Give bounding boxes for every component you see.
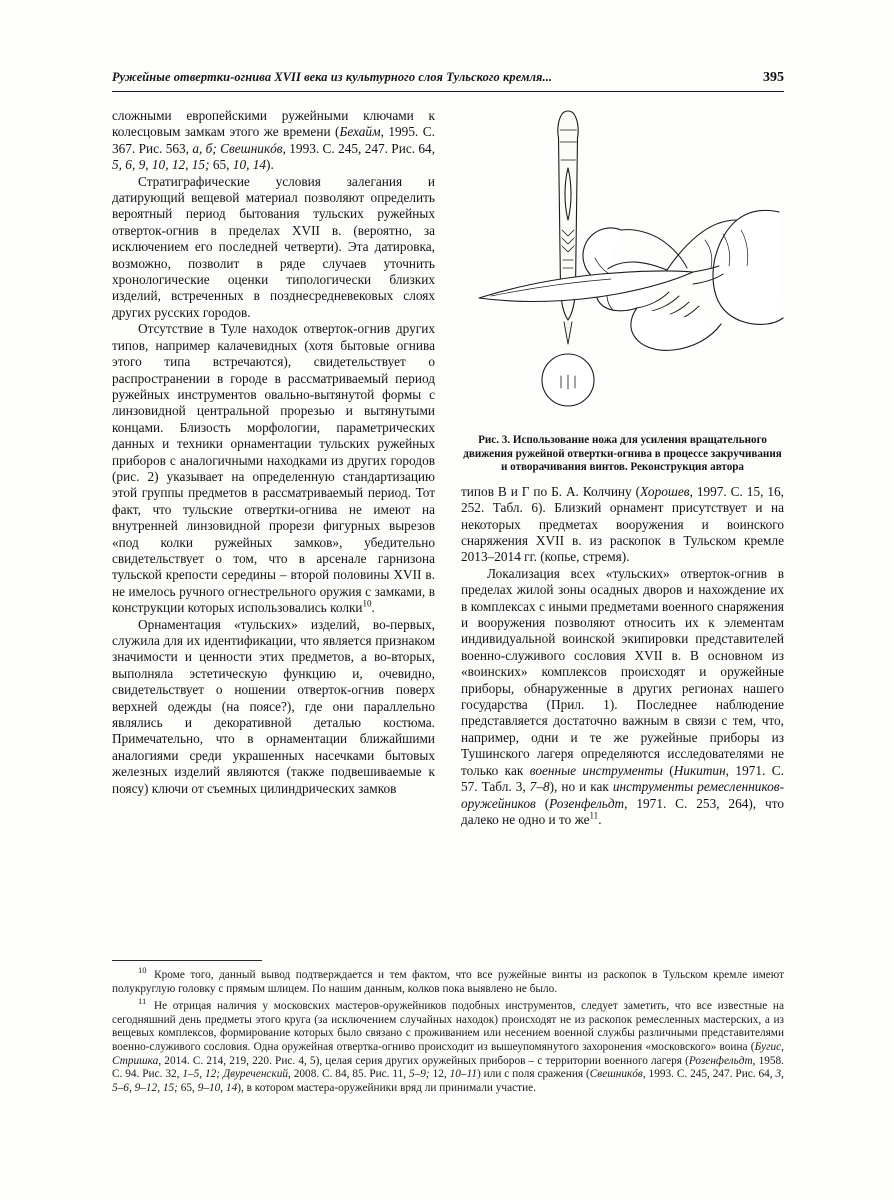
right-column-paragraphs xyxy=(461,484,784,829)
running-head xyxy=(112,70,784,92)
paragraph: Локализация всех «тульских» отверток-огнив в пределах жилой зоны осадных дворов и нахождение их в комплексах с иными предметами военного снаряжения и вооружения позволяют относить их к элементам индивидуальной воинской экипировки представителей военно-служивого сословия XVII в. В основном из «воинских» комплексов происходят и оружейные приборы, обнаруженные в других регионах нашего государства (Прил. 1). Последнее наблюдение представляется достаточно важным в связи с тем, что, например, одни и те же ружейные приборы из Тушинского лагеря определяются исследователями не только как военные инструменты (Никитин, 1971. С. 57. Табл. 3, 7–8), но и как инструменты ремесленников-оружейников (Розенфельдт, 1971. С. 253, 264), что далеко не одно и то $же^{11}$. xyxy=(461,565,785,827)
footnote-number: 10 xyxy=(138,965,147,976)
figure-3-illustration xyxy=(461,108,784,428)
footnote: $^{10}$ Кроме того, данный вывод подтверждается и тем фактом, что все ружейные винты из раскопок в Тульском кремле имеют полукруглую головку с прямым шлицем. По нашим данным, колков пока выявлено не было. xyxy=(112,965,785,995)
footnotes xyxy=(112,960,784,1099)
page-number: 395 xyxy=(763,70,784,85)
paragraph: Стратиграфические условия залегания и датирующий вещевой материал позволяют определить вероятный период бытования тульских ружейных отверток-огнив в пределах XVII в. (вероятно, за исключением его последней четверти). Эта датировка, возможно, позволит в ряде случаев уточнить хронологические оценки типологически близких изделий, встреченных в позднесредневековых слоях других русских городов. xyxy=(112,173,435,320)
footnote-separator xyxy=(112,960,262,961)
right-column xyxy=(461,108,784,828)
two-column-body xyxy=(112,108,784,828)
footnote-list xyxy=(112,965,785,1095)
left-column-paragraphs xyxy=(112,108,435,797)
figure-3-caption: Рис. 3. Использование ножа для усиления вращательного движения ружейной отвертки-огнива в процессе закручивания и отворачивания винтов. Реконструкция автора xyxy=(463,434,782,474)
running-head-title: Ружейные отвертки-огнива XVII века из культурного слоя Тульского кремля... xyxy=(112,70,553,84)
page-content xyxy=(112,70,784,828)
paragraph: Орнаментация «тульских» изделий, во-первых, служила для их идентификации, что является признаком значимости и ценности этих предметов, а во-вторых, выполняла эстетическую функцию и, очевидно, свидетельствует о ношении отверток-огнив поверх верхней одежды (на поясе?), где они параллельно являлись и декоративной деталью костюма. Примечательно, что в орнаментации ближайшими аналогиями среди украшенных насечками бытовых железных изделий являются (также подвешиваемые к поясу) ключи от съемных цилиндрических замков xyxy=(112,616,435,796)
paragraph: сложными европейскими ружейными ключами к колесцовым замкам этого же времени (Бехайм, 1995. С. 367. Рис. 563, а, б; Свешникóв, 1993. С. 245, 247. Рис. 64, 5, 6, 9, 10, 12, 15; 65, 10, 14). xyxy=(112,108,436,173)
paragraph: Отсутствие в Туле находок отверток-огнив других типов, например калачевидных (хотя бытовые огнива этого типа встречаются), свидетельствует о распространении в городе в рассматриваемый период ружейных инструментов овально-вытянутой формы с линзовидной центральной прорезью и вытянутыми концами. Близость морфологии, параметрических данных и техники орнаментации тульских ружейных приборов с аналогичными находками из других городов (рис. 2) указывает на определенную стандартизацию этой группы предметов в рассматриваемый период. Тот факт, что тульские отвертки-огнива не имеют на внутренней линзовидной прорези фигурных вырезов «под колки ружейных замков», убедительно свидетельствует о том, что в арсенале гарнизона тульской крепости середины – второй половины XVII в. не имелось ручного огнестрельного оружия с замками, в конструкции которых использовались колки$^{10}$. xyxy=(112,321,435,616)
figure-3 xyxy=(461,108,784,475)
paragraph: типов В и Г по Б. А. Колчину (Хорошев, 1997. С. 15, 16, 252. Табл. 6). Близкий орнамент присутствует и на некоторых предметах вооружения и воинского снаряжения XVII в. из раскопок в Тульском кремле 2013–2014 гг. (копье, стремя). xyxy=(461,483,784,565)
footnote-number: 11 xyxy=(138,996,147,1007)
footnote: $^{11}$ Не отрицая наличия у московских мастеров-оружейников подобных инструментов, следует заметить, что все известные на сегодняшний день предметы этого круга (за исключением случайных находок) происходят не из раскопок ремесленных мастерских, а из вещевых комплексов, формирование которых было связано с проживанием или несением военной службы различными представителями военно-служивого сословия. Одна оружейная отвертка-огниво происходит из вышеупомянутого захоронения «московского» воина (Бугис, Стришка, 2014. С. 214, 219, 220. Рис. 4, 5), целая серия других оружейных приборов – с территории военного лагеря (Розенфельдт, 1958. С. 94. Рис. 32, 1–5, 12; Двуреченский, 2008. С. 84, 85. Рис. 11, 5–9; 12, 10–11) или с поля сражения (Свешникóв, 1993. С. 245, 247. Рис. 64, 3, 5–6, 9–12, 15; 65, 9–10, 14), в котором мастера-оружейники вряд ли принимали участие. xyxy=(112,996,784,1094)
left-column xyxy=(112,108,435,828)
